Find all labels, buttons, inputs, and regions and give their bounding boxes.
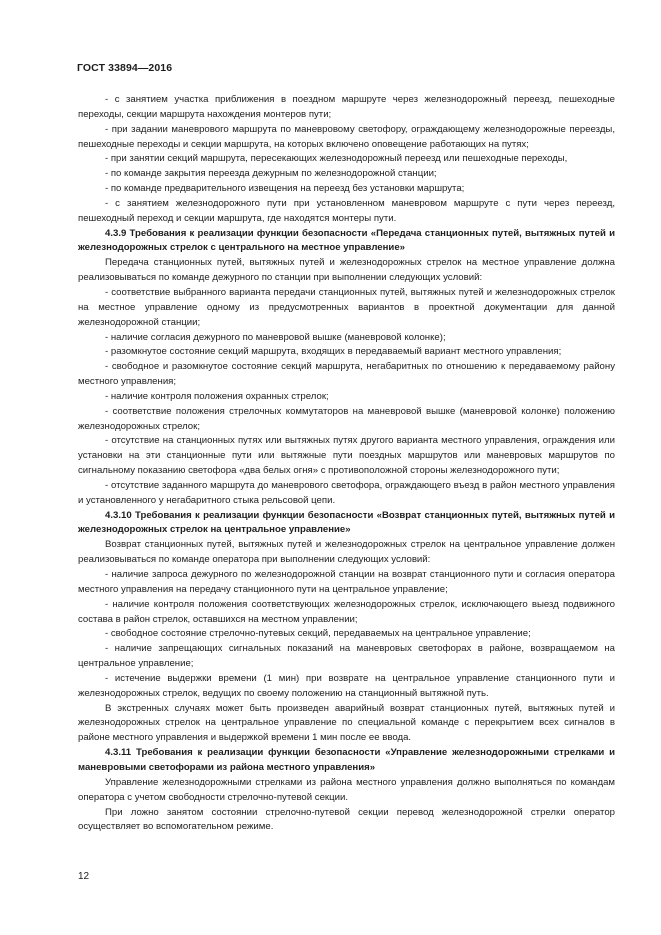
section-title: Требования к реализации функции безопасности «Управление железнодорожными стрелками и маневровыми светофорами из района местного управления» (78, 747, 615, 773)
section-title: Требования к реализации функции безопасности «Передача станционных путей, вытяжных путей и железнодорожных стрелок с центрального на местное управление» (78, 227, 615, 254)
page-number: 12 (78, 871, 90, 882)
section-title: Требования к реализации функции безопасности «Возврат станционных путей, вытяжных путей и железнодорожных стрелок на центральное управление» (78, 509, 615, 536)
paragraph: При ложно занятом состоянии стрелочно-путевой секции перевод железнодорожной стрелки оператор осуществляет во вспомогательном режиме. (78, 806, 615, 833)
list-item: - при задании маневрового маршрута по маневровому светофору, ограждающему железнодорожные переезды, пешеходные переходы и секции маршрута, на которых включено оповещение работающих на путях; (78, 123, 615, 150)
list-item: - по команде предварительного извещения на переезд без установки маршрута; (105, 183, 465, 195)
section-heading-4-3-9 (78, 227, 615, 257)
section-number: 4.3.9 (105, 227, 127, 239)
paragraph: Возврат станционных путей, вытяжных путей и железнодорожных стрелок на центральное управление должен реализовываться по команде оператора при выполнении следующих условий: (78, 539, 615, 566)
list-item: - с занятием участка приближения в поездном маршруте через железнодорожный переезд, пешеходные переходы, секции маршрута нахождения монтеров пути; (78, 94, 615, 120)
section-heading-4-3-11 (78, 746, 615, 776)
list-item: - наличие запрещающих сигнальных показаний на маневровых светофорах в районе, возвращаемом на центральное управление; (78, 643, 615, 670)
list-item: - отсутствие заданного маршрута до маневрового светофора, ограждающего въезд в район местного управления и установленного у негабаритного стыка рельсовой цепи. (78, 479, 615, 506)
section-number: 4.3.11 (105, 747, 132, 759)
list-item: - с занятием железнодорожного пути при установленном маневровом маршруте с пути через переезд, пешеходный переход и секции маршрута, где находятся монтеры пути. (78, 197, 615, 224)
list-item: - разомкнутое состояние секций маршрута, входящих в передаваемый вариант местного управления; (105, 346, 562, 358)
list-item: - по команде закрытия переезда дежурным по железнодорожной станции; (105, 168, 437, 180)
body-text (78, 93, 615, 835)
list-item: - наличие запроса дежурного по железнодорожной станции на возврат станционного пути и согласия оператора местного управления на передачу станционного пути на центральное управление; (78, 569, 615, 595)
list-item: - наличие контроля положения охранных стрелок; (105, 390, 329, 402)
list-item: - отсутствие на станционных путях или вытяжных путях другого варианта местного управления, ограждения или установки на эти станционные пути или вытяжные пути поездных маршрутов или маневровых маршрутов по сигнальному показанию светофора «два белых огня» с противоположной стороны железнодорожного пути; (78, 435, 615, 477)
list-item: - при занятии секций маршрута, пересекающих железнодорожный переезд или пешеходные переходы, (105, 153, 568, 165)
list-item: - наличие согласия дежурного по маневровой вышке (маневровой колонке); (105, 331, 446, 343)
list-item: - истечение выдержки времени (1 мин) при возврате на центральное управление станционного пути и железнодорожных стрелок, ведущих по своему положению на станционный вытяжной путь. (78, 672, 615, 699)
list-item: - соответствие положения стрелочных коммутаторов на маневровой вышке (маневровой колонке) положению железнодорожных стрелок; (78, 405, 615, 432)
section-number: 4.3.10 (105, 509, 132, 521)
list-item: - соответствие выбранного варианта передачи станционных путей, вытяжных путей и железнодорожных стрелок на местное управление одному из предусмотренных вариантов в проектной документации для данной железнодорожной станции; (78, 286, 615, 328)
paragraph: В экстренных случаях может быть произведен аварийный возврат станционных путей, вытяжных путей и железнодорожных стрелок на центральное управление по специальной команде с перекрытием всех сигналов в районе местного управления и выдержкой времени 1 мин после ее ввода. (78, 702, 615, 744)
paragraph: Передача станционных путей, вытяжных путей и железнодорожных стрелок на местное управление должна реализовываться по команде дежурного по станции при выполнении следующих условий: (78, 257, 615, 284)
section-heading-4-3-10 (78, 509, 615, 539)
document-header: ГОСТ 33894—2016 (77, 62, 173, 74)
paragraph: Управление железнодорожными стрелками из района местного управления должно выполняться по командам оператора с учетом свободности стрелочно-путевой секции. (78, 776, 615, 803)
list-item: - наличие контроля положения соответствующих железнодорожных стрелок, исключающего выезд подвижного состава в район стрелок, оставшихся на местном управлении; (78, 598, 615, 625)
list-item: - свободное состояние стрелочно-путевых секций, передаваемых на центральное управление; (105, 628, 531, 640)
list-item: - свободное и разомкнутое состояние секций маршрута, негабаритных по отношению к передаваемому району местного управления; (78, 361, 615, 388)
